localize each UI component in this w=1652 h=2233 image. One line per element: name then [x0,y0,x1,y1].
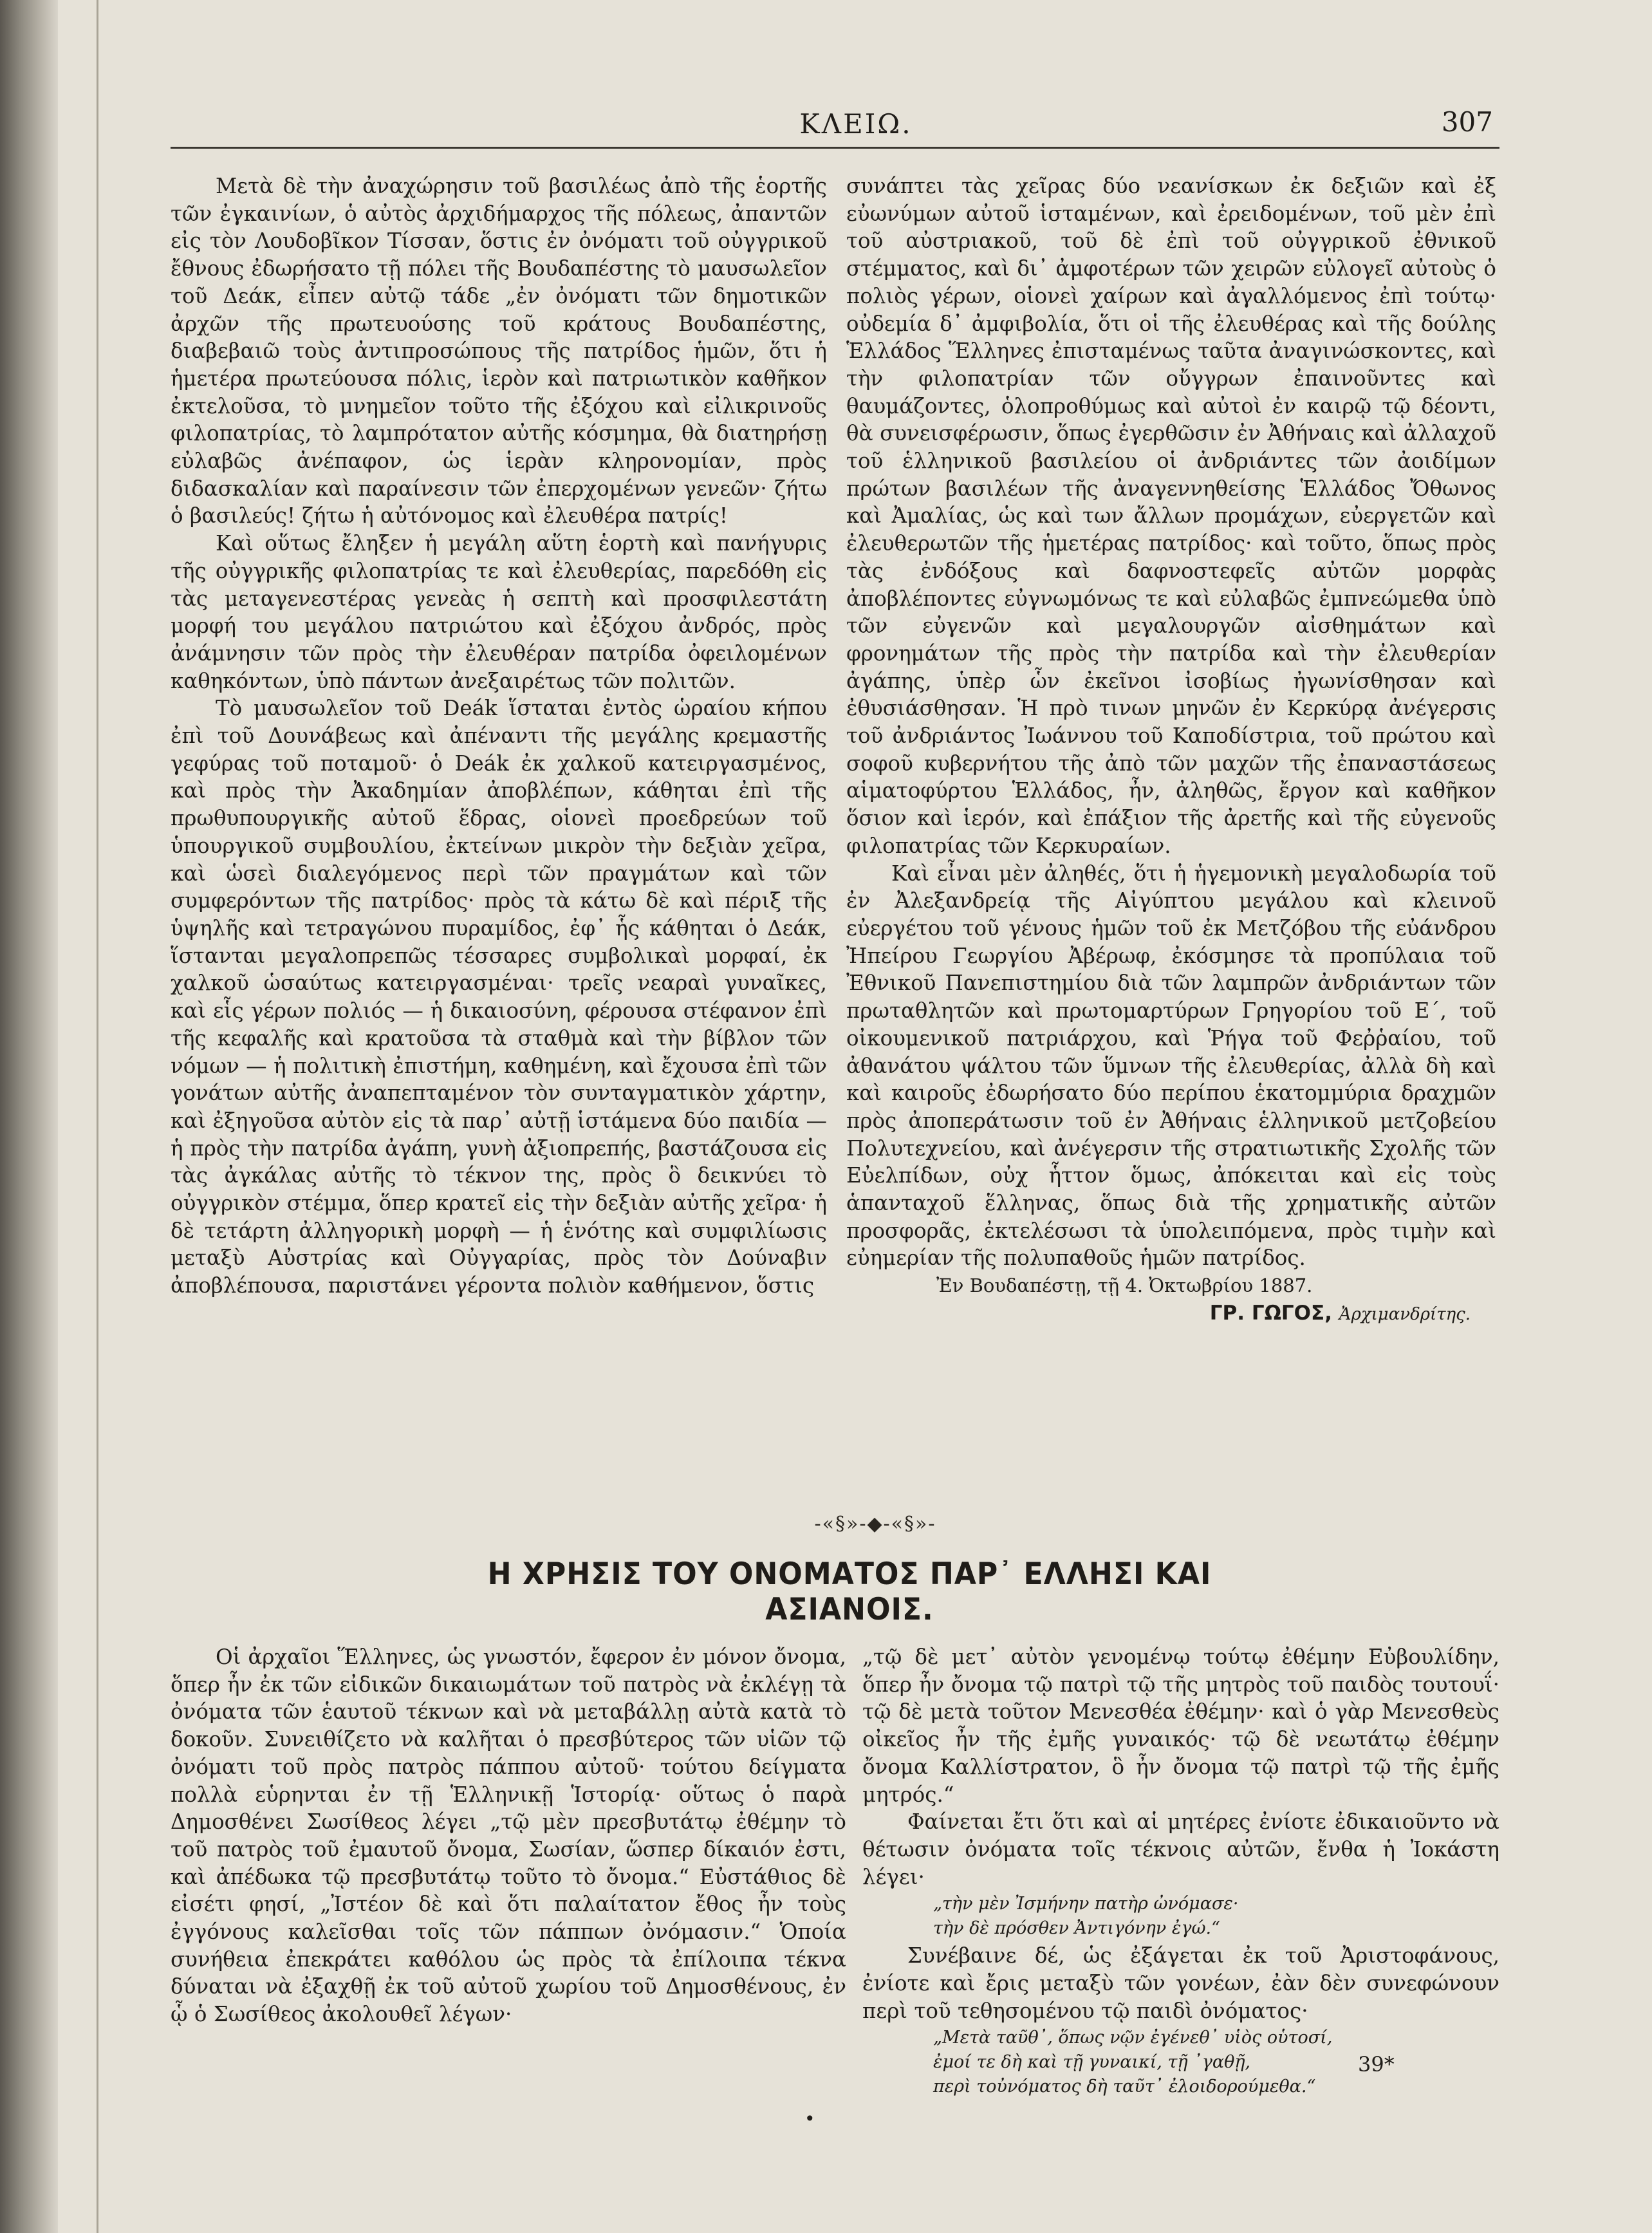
author-title: Ἀρχιμανδρίτης. [1339,1304,1471,1324]
verse-quote-line: περὶ τοὐνόματος δὴ ταῦτ᾽ ἐλοιδορούμεθα.“ [933,2077,1316,2097]
bottom-mark: • [804,2108,815,2129]
running-head-title: ΚΛΕΙΩ. [799,108,913,140]
article2-column-right [862,1643,1499,2100]
paragraph: Συνέβαινε δέ, ὡς ἐξάγεται ἐκ τοῦ Ἀριστοφάνους, ἐνίοτε καὶ ἔρις μεταξὺ τῶν γονέων, ἐὰν δὲν συνεφώνουν περὶ τοῦ τεθησομένου τῷ παιδὶ ὀνόματος· [862,1943,1499,2023]
article1-column-left [171,173,827,1300]
paragraph: Μετὰ δὲ τὴν ἀναχώρησιν τοῦ βασιλέως ἀπὸ τῆς ἑορτῆς τῶν ἐγκαινίων, ὁ αὐτὸς ἀρχιδήμαρχος τῆς πόλεως, ἀπαντῶν εἰς τὸν Λουδοβῖκον Τίσσαν, ὅστις ἐν ὀνόματι τοῦ οὐγγρικοῦ ἔθνους ἐδωρήσατο τῇ πόλει τῆς Βουδαπέστης τὸ μαυσωλεῖον τοῦ Δεάκ, εἶπεν αὐτῷ τάδε „ἐν ὀνόματι τῶν δημοτικῶν ἀρχῶν τῆς πρωτευούσης τοῦ κράτους Βουδαπέστης, διαβεβαιῶ τοὺς ἀντιπροσώπους τῆς πατρίδος ἡμῶν, ὅτι ἡ ἡμετέρα πρωτεύουσα πόλις, ἱερὸν καὶ πατριωτικὸν καθῆκον ἐκτελοῦσα, τὸ μνημεῖον τοῦτο τῆς ἐξόχου καὶ εἰλικρινοῦς φιλοπατρίας, τὸ λαμπρότατον αὐτῆς κόσμημα, θὰ διατηρήσῃ εὐλαβῶς ἀνέπαφον, ὡς ἱερὰν κληρονομίαν, πρὸς διδασκαλίαν καὶ παραίνεσιν τῶν ἐπερχομένων γενεῶν· ζήτω ὁ βασιλεύς! ζήτω ἡ αὐτόνομος καὶ ἐλευθέρα πατρίς! [171,174,827,528]
paragraph: Τὸ μαυσωλεῖον τοῦ Deák ἵσταται ἐντὸς ὡραίου κήπου ἐπὶ τοῦ Δουνάβεως καὶ ἀπέναντι τῆς μεγάλης κρεμαστῆς γεφύρας τοῦ ποταμοῦ· ὁ Deák ἐκ χαλκοῦ κατειργασμένος, καὶ πρὸς τὴν Ἀκαδημίαν ἀποβλέπων, κάθηται ἐπὶ τῆς πρωθυπουργικῆς αὐτοῦ ἕδρας, οἱονεὶ προεδρεύων τοῦ ὑπουργικοῦ συμβουλίου, ἐκτείνων μικρὸν τὴν δεξιὰν χεῖρα, καὶ ὡσεὶ διαλεγόμενος περὶ τῶν πραγμάτων καὶ τῶν συμφερόντων τῆς πατρίδος· πρὸς τὰ κάτω δὲ καὶ πέριξ τῆς ὑψηλῆς καὶ τετραγώνου πυραμίδος, ἐφ᾽ ἧς κάθηται ὁ Δεάκ, ἵστανται μεγαλοπρεπῶς τέσσαρες συμβολικαὶ μορφαί, ἐκ χαλκοῦ ὡσαύτως κατειργασμέναι· τρεῖς νεαραὶ γυναῖκες, καὶ εἷς γέρων πολιός — ἡ δικαιοσύνη, φέρουσα στέφανον ἐπὶ τῆς κεφαλῆς καὶ κρατοῦσα τὰ σταθμὰ καὶ τὴν βίβλον τῶν νόμων — ἡ πολιτικὴ ἐπιστήμη, καθημένη, καὶ ἔχουσα ἐπὶ τῶν γονάτων αὐτῆς ἀναπεπταμένον τὸν συνταγματικὸν χάρτην, καὶ ἐξηγοῦσα αὐτὸν εἰς τὰ παρ᾽ αὐτῇ ἱστάμενα δύο παιδία — ἡ πρὸς τὴν πατρίδα ἀγάπη, γυνὴ ἀξιοπρεπής, βαστάζουσα εἰς τὰς ἀγκάλας αὐτῆς τὸ τέκνον της, πρὸς ὃ δεικνύει τὸ οὐγγρικὸν στέμμα, ὅπερ κρατεῖ εἰς τὴν δεξιὰν αὐτῆς χεῖρα· ἡ δὲ τετάρτη ἀλληγορικὴ μορφὴ — ἡ ἑνότης καὶ συμφιλίωσις μεταξὺ Αὐστρίας καὶ Οὐγγαρίας, πρὸς τὸν Δούναβιν ἀποβλέπουσα, παριστάνει γέροντα πολιὸν καθήμενον, ὅστις [171,696,827,1298]
gutter-edge [97,0,98,2233]
paragraph: Καὶ οὕτως ἔληξεν ἡ μεγάλη αὕτη ἑορτὴ καὶ πανήγυρις τῆς οὐγγρικῆς φιλοπατρίας τε καὶ ἐλευθερίας, παρεδόθη εἰς τὰς μεταγενεστέρας γενεὰς ἡ σεπτὴ καὶ προσφιλεστάτη μορφή του μεγάλου πατριώτου καὶ ἐξόχου ἀνδρός, πρὸς ἀνάμνησιν τῶν πρὸς τὴν ἐλευθέραν πατρίδα ὀφειλομένων καθηκόντων, ὑπὸ πάντων ἀνεξαιρέτως τῶν πολιτῶν. [171,531,827,693]
verse-quote-line: τὴν δὲ πρόσθεν Ἀντιγόνην ἐγώ.“ [933,1918,1220,1939]
paragraph: συνάπτει τὰς χεῖρας δύο νεανίσκων ἐκ δεξιῶν καὶ ἐξ εὐωνύμων αὐτοῦ ἱσταμένων, καὶ ἐρειδομένων, τοῦ μὲν ἐπὶ τοῦ αὐστριακοῦ, τοῦ δὲ ἐπὶ τοῦ οὐγγρικοῦ ἐθνικοῦ στέμματος, καὶ δι᾽ ἀμφοτέρων τῶν χειρῶν εὐλογεῖ αὐτοὺς ὁ πολιὸς γέρων, οἱονεὶ χαίρων καὶ ἀγαλλόμενος ἐπὶ τούτῳ· οὐδεμία δ᾽ ἀμφιβολία, ὅτι οἱ τῆς ἐλευθέρας καὶ τῆς δούλης Ἑλλάδος Ἕλληνες ἐπισταμένως ταῦτα ἀναγινώσκοντες, καὶ τὴν φιλοπατρίαν τῶν οὔγγρων ἐπαινοῦντες καὶ θαυμάζοντες, ὁλοπροθύμως καὶ αὐτοὶ ἐν καιρῷ τῷ δέοντι, θὰ συνεισφέρωσιν, ὅπως ἐγερθῶσιν ἐν Ἀθήναις καὶ ἀλλαχοῦ τοῦ ἑλληνικοῦ βασιλείου οἱ ἀνδριάντες τῶν ἀοιδίμων πρώτων βασιλέων τῆς ἀναγεννηθείσης Ἑλλάδος Ὄθωνος καὶ Ἀμαλίας, ὡς καὶ των ἄλλων προμάχων, εὐεργετῶν καὶ ἐλευθερωτῶν τῆς ἡμετέρας πατρίδος· καὶ τοῦτο, ὅπως πρὸς τὰς ἐνδόξους καὶ δαφνοστεφεῖς αὐτῶν μορφὰς ἀποβλέποντες εὐγνωμόνως τε καὶ εὐλαβῶς ἐμπνεώμεθα ὑπὸ τῶν εὐγενῶν καὶ μεγαλουργῶν αἰσθημάτων καὶ φρονημάτων τῆς πρὸς τὴν πατρίδα καὶ τὴν ἐλευθερίαν ἀγάπης, ὑπὲρ ὧν ἐκεῖνοι ἰσοβίως ἠγωνίσθησαν καὶ ἐθυσιάσθησαν. Ἡ πρὸ τινων μηνῶν ἐν Κερκύρᾳ ἀνέγερσις τοῦ ἀνδριάντος Ἰωάννου τοῦ Καποδίστρια, τοῦ πρώτου καὶ σοφοῦ κυβερνήτου τῆς ἀπὸ τῶν μαχῶν τῆς ἐπαναστάσεως αἱματοφύρτου Ἑλλάδος, ἦν, ἀληθῶς, ἔργον καὶ καθῆκον ὅσιον καὶ ἱερόν, καὶ ἐπάξιον τῆς ἀρετῆς καὶ τῆς εὐγενοῦς φιλοπατρίας τῶν Κερκυραίων. [846,174,1496,858]
signature-mark: 39* [1358,2052,1395,2077]
verse-quote-line: ἐμοί τε δὴ καὶ τῇ γυναικί, τῇ ᾽γαθῇ, [933,2052,1251,2073]
paragraph: „τῷ δὲ μετ᾽ αὐτὸν γενομένῳ τούτῳ ἐθέμην Εὐβουλίδην, ὅπερ ἦν ὄνομα τῷ πατρὶ τῷ τῆς μητρὸς τοῦ παιδὸς τουτουΐ· τῷ δὲ μετὰ τοῦτον Μενεσθέα ἐθέμην· καὶ ὁ γὰρ Μενεσθεὺς οἰκεῖος ἦν τῆς ἐμῆς γυναικός· τῷ δὲ νεωτάτῳ ἐθέμην ὄνομα Καλλίστρατον, ὃ ἦν ὄνομα τῷ πατρὶ τῷ τῆς ἐμῆς μητρός.“ [862,1645,1499,1807]
article2-column-left [171,1643,846,2028]
paragraph: Φαίνεται ἔτι ὅτι καὶ αἱ μητέρες ἐνίοτε ἐδικαιοῦντο νὰ θέτωσιν ὀνόματα τοῖς τέκνοις αὐτῶν, ἔνθα ἡ Ἰοκάστη λέγει· [862,1809,1499,1889]
verse-quote-line: „Μετὰ ταῦθ᾽, ὅπως νῷν ἐγένεθ᾽ υἱὸς οὑτοσί, [933,2028,1333,2048]
article-title: Η ΧΡΗΣΙΣ ΤΟΥ ΟΝΟΜΑΤΟΣ ΠΑΡ᾽ ΕΛΛΗΣΙ ΚΑΙ ΑΣΙΑΝΟΙΣ. [487,1556,1212,1627]
signature-place-date: Ἐν Βουδαπέστῃ, τῇ 4. Ὀκτωβρίου 1887. [936,1275,1313,1297]
signature-author [846,1300,1471,1329]
author-name: ΓΡ. ΓΩΓΟΣ, [1209,1301,1332,1325]
verse-quote-line: „τὴν μὲν Ἰσμήνην πατὴρ ὠνόμασε· [933,1894,1239,1914]
article1-column-right [846,173,1496,1329]
paragraph: Καὶ εἶναι μὲν ἀληθές, ὅτι ἡ ἡγεμονικὴ μεγαλοδωρία τοῦ ἐν Ἀλεξανδρείᾳ τῆς Αἰγύπτου μεγάλου καὶ κλεινοῦ εὐεργέτου τοῦ γένους ἡμῶν τοῦ ἐκ Μετζόβου τῆς εὐάνδρου Ἠπείρου Γεωργίου Ἀβέρωφ, ἐκόσμησε τὰ προπύλαια τοῦ Ἐθνικοῦ Πανεπιστημίου διὰ τῶν λαμπρῶν ἀνδριάντων τῶν πρωταθλητῶν καὶ πρωτομαρτύρων Γρηγορίου τοῦ Ε΄, τοῦ οἰκουμενικοῦ πατριάρχου, καὶ Ῥήγα τοῦ Φεῤῥαίου, τοῦ ἀθανάτου ψάλτου τῶν ὕμνων τῆς ἐλευθερίας, ἀλλὰ δὴ καὶ καὶ καιροῦς ἐδωρήσατο δύο περίπου ἑκατομμύρια δραχμῶν πρὸς ἀποπεράτωσιν τοῦ ἐν Ἀθήναις ἑλληνικοῦ μετζοβείου Πολυτεχνείου, καὶ ἀνέγερσιν τῆς στρατιωτικῆς Σχολῆς τῶν Εὐελπίδων, οὐχ ἧττον ὅμως, ἀπόκειται καὶ εἰς τοὺς ἁπανταχοῦ ἕλληνας, ὅπως διὰ τῆς χρηματικῆς αὐτῶν προσφορᾶς, ἐκτελέσωσι τὰ ὑπολειπόμενα, πρὸς τιμὴν καὶ εὐημερίαν τῆς πολυπαθοῦς ἡμῶν πατρίδος. [846,861,1496,1271]
paragraph: Οἱ ἀρχαῖοι Ἕλληνες, ὡς γνωστόν, ἔφερον ἐν μόνον ὄνομα, ὅπερ ἦν ἐκ τῶν εἰδικῶν δικαιωμάτων τοῦ πατρὸς νὰ ἐκλέγῃ τὰ ὀνόματα τῶν ἑαυτοῦ τέκνων καὶ νὰ μεταβάλλῃ αὐτὰ κατὰ τὸ δοκοῦν. Συνειθίζετο νὰ καλῆται ὁ πρεσβύτερος τῶν υἱῶν τῷ ὀνόματι τοῦ πρὸς πατρὸς πάππου αὐτοῦ· τούτου δείγματα πολλὰ εὑρηνται ἐν τῇ Ἑλληνικῇ Ἱστορίᾳ· οὕτως ὁ παρὰ Δημοσθένει Σωσίθεος λέγει „τῷ μὲν πρεσβυτάτῳ ἐθέμην τὸ τοῦ πατρὸς τοῦ ἐμαυτοῦ ὄνομα, Σωσίαν, ὥσπερ δίκαιόν ἐστι, καὶ ἀπέδωκα τῷ πρεσβυτάτῳ τοῦτο τὸ ὄνομα.“ Εὐστάθιος δὲ εἰσέτι φησί, „Ἰστέον δὲ καὶ ὅτι παλαίτατον ἔθος ἦν τοὺς ἐγγόνους καλεῖσθαι τοῖς τῶν πάππων ὀνόμασιν.“ Ὁποία συνήθεια ἐπεκράτει καθόλου ὡς πρὸς τὰ ἐπίλοιπα τέκνα δύναται νὰ ἐξαχθῇ ἐκ τοῦ αὐτοῦ χωρίου τοῦ Δημοσθένους, ἐν ᾧ ὁ Σωσίθεος ἀκολουθεῖ λέγων· [171,1645,846,2027]
header-rule [171,147,1499,149]
binding-gutter [0,0,58,2233]
section-ornament: -«§»-◆-«§»- [814,1513,936,1535]
page-number: 307 [1441,106,1493,138]
